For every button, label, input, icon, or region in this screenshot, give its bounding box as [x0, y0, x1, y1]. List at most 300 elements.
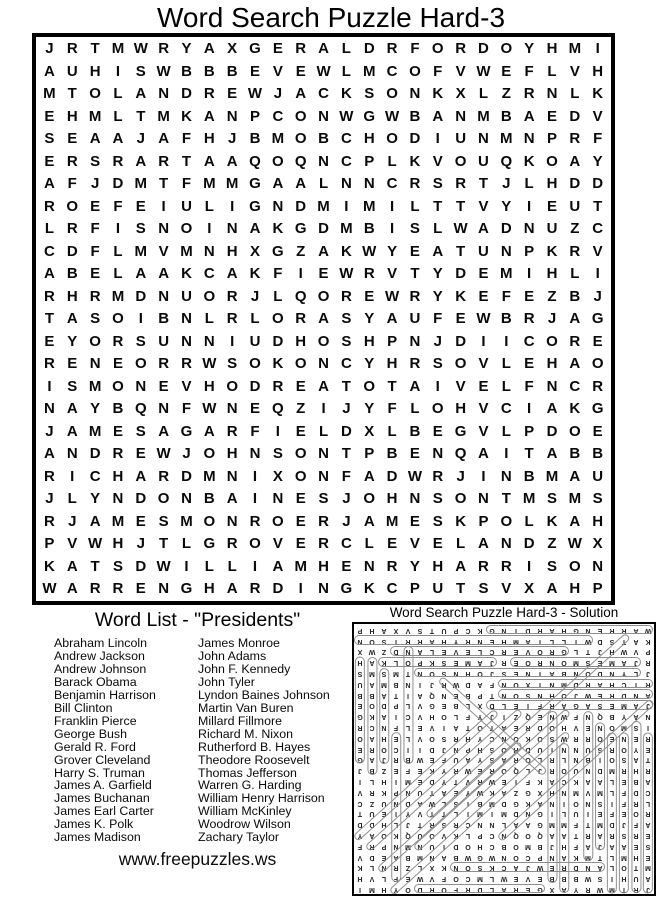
grid-letter: A [585, 778, 591, 786]
grid-letter: L [477, 648, 483, 656]
grid-letter: D [386, 467, 398, 485]
grid-letter: R [455, 40, 467, 57]
grid-letter: P [364, 152, 375, 170]
grid-letter: S [597, 799, 603, 807]
grid-letter: V [272, 535, 283, 552]
grid-letter: I [481, 332, 486, 350]
solution-grid-inner [354, 624, 654, 894]
grid-letter: G [340, 580, 353, 597]
grid-letter: A [393, 853, 399, 861]
grid-letter: R [158, 467, 170, 485]
grid-letter: A [561, 886, 567, 893]
grid-letter: Y [364, 400, 375, 417]
grid-letter: I [395, 778, 397, 786]
grid-letter: I [275, 422, 280, 440]
grid-letter: Y [387, 242, 398, 260]
grid-letter: R [386, 557, 398, 575]
grid-letter: M [477, 107, 490, 125]
grid-letter: N [381, 724, 387, 732]
grid-letter: A [89, 130, 101, 147]
grid-letter: I [527, 557, 532, 575]
grid-letter: A [44, 445, 55, 462]
grid-letter: P [477, 832, 483, 840]
word-list-item: Zachary Taylor [198, 830, 280, 845]
grid-letter: R [633, 886, 639, 893]
grid-letter: H [465, 734, 471, 742]
grid-letter: J [593, 287, 602, 305]
grid-letter: W [407, 467, 422, 485]
grid-letter: O [609, 756, 615, 764]
grid-letter: K [546, 512, 558, 530]
grid-letter: K [592, 85, 604, 102]
grid-letter: P [409, 580, 420, 597]
grid-letter: H [369, 626, 375, 634]
grid-letter: E [135, 445, 146, 462]
grid-letter: X [477, 702, 483, 710]
grid-letter: K [525, 734, 531, 742]
grid-letter: B [523, 467, 535, 485]
grid-letter: N [523, 130, 535, 147]
grid-letter: N [573, 670, 579, 678]
grid-letter: L [478, 85, 489, 102]
grid-letter: A [158, 422, 170, 440]
grid-letter: H [381, 821, 387, 829]
grid-letter: U [417, 832, 423, 840]
grid-letter: W [156, 557, 171, 575]
grid-letter: Y [364, 355, 375, 372]
grid-letter: M [111, 40, 125, 57]
grid-letter: H [363, 332, 375, 350]
grid-letter: L [501, 422, 511, 440]
grid-letter: V [453, 648, 459, 656]
grid-letter: A [549, 626, 555, 634]
grid-letter: I [539, 680, 541, 688]
word-list-item: George Bush [54, 726, 128, 741]
grid-letter: P [393, 702, 399, 710]
grid-letter: M [501, 810, 507, 818]
grid-letter: M [405, 778, 411, 786]
grid-letter: K [432, 85, 444, 102]
puzzle-grid [32, 33, 615, 605]
grid-letter: M [271, 130, 285, 147]
grid-letter: O [561, 659, 567, 667]
grid-letter: G [573, 626, 579, 634]
grid-letter: P [592, 580, 603, 597]
grid-letter: N [455, 107, 467, 125]
grid-letter: Q [134, 400, 147, 417]
grid-letter: G [525, 788, 531, 796]
grid-letter: V [369, 875, 375, 883]
grid-letter: A [318, 242, 329, 260]
grid-letter: A [478, 535, 489, 552]
grid-letter: B [203, 490, 215, 507]
grid-row [38, 83, 609, 106]
grid-letter: V [465, 778, 471, 786]
grid-letter: I [359, 886, 361, 893]
grid-letter: S [546, 557, 557, 575]
grid-letter: I [321, 400, 326, 417]
grid-letter: R [549, 648, 555, 656]
grid-letter: F [489, 680, 495, 688]
grid-letter: L [609, 864, 615, 872]
grid-letter: I [587, 810, 589, 818]
solution-word-oval [583, 711, 593, 861]
grid-letter: H [546, 175, 558, 192]
grid-letter: N [158, 85, 170, 102]
grid-letter: V [357, 853, 363, 861]
grid-letter: D [409, 130, 421, 147]
grid-letter: D [272, 580, 284, 597]
grid-letter: A [272, 557, 284, 575]
grid-letter: R [249, 512, 261, 530]
grid-letter: S [135, 62, 146, 80]
grid-letter: S [441, 670, 447, 678]
grid-letter: O [203, 512, 216, 530]
grid-letter: E [477, 767, 483, 775]
grid-letter: J [538, 767, 542, 775]
grid-letter: L [570, 265, 580, 282]
grid-letter: N [478, 130, 489, 147]
grid-letter: T [489, 724, 495, 732]
grid-letter: S [633, 724, 639, 732]
grid-letter: O [249, 355, 261, 372]
grid-row [38, 38, 609, 61]
grid-letter: W [644, 626, 652, 634]
grid-letter: A [633, 626, 639, 634]
grid-letter: E [393, 767, 399, 775]
grid-letter: E [513, 670, 519, 678]
grid-letter: X [525, 680, 531, 688]
grid-letter: J [598, 842, 602, 850]
grid-letter: S [318, 490, 329, 507]
grid-letter: O [294, 445, 307, 462]
grid-letter: Y [90, 400, 101, 417]
grid-letter: T [489, 691, 495, 699]
grid-letter: A [66, 310, 78, 327]
grid-letter: H [112, 467, 124, 485]
grid-letter: H [386, 355, 398, 372]
grid-letter: Y [90, 490, 101, 507]
grid-letter: D [597, 767, 603, 775]
grid-row [38, 578, 609, 601]
grid-letter: I [395, 713, 397, 721]
grid-letter: U [573, 767, 579, 775]
grid-letter: I [389, 220, 395, 237]
grid-letter: D [501, 799, 507, 807]
grid-letter: V [432, 152, 443, 170]
grid-letter: A [295, 175, 307, 192]
grid-letter: T [159, 175, 169, 192]
grid-letter: O [561, 691, 567, 699]
grid-letter: L [113, 265, 123, 282]
grid-letter: L [181, 535, 192, 552]
grid-letter: M [549, 821, 555, 829]
grid-letter: N [546, 85, 558, 102]
grid-letter: A [226, 152, 238, 170]
grid-letter: W [453, 220, 468, 237]
grid-letter: E [112, 422, 123, 440]
grid-letter: N [500, 535, 512, 552]
grid-letter: T [90, 557, 100, 575]
grid-letter: T [501, 490, 511, 507]
grid-letter: X [272, 467, 283, 485]
grid-letter: T [393, 691, 399, 699]
grid-letter: O [272, 310, 284, 327]
grid-letter: Y [501, 197, 512, 215]
grid-letter: X [357, 648, 363, 656]
grid-letter: V [417, 713, 423, 721]
word-list-item: James Earl Carter [54, 804, 154, 819]
grid-letter: M [561, 821, 567, 829]
grid-letter: N [181, 490, 192, 507]
grid-letter: C [489, 648, 495, 656]
grid-letter: T [593, 197, 603, 215]
grid-letter: O [525, 832, 531, 840]
grid-letter: C [203, 265, 215, 282]
grid-letter: E [387, 535, 398, 552]
grid-letter: N [226, 220, 238, 237]
grid-letter: A [226, 490, 238, 507]
grid-letter: U [432, 580, 444, 597]
grid-letter: R [585, 832, 591, 840]
grid-letter: K [546, 242, 558, 260]
grid-letter: R [340, 287, 352, 305]
grid-letter: D [478, 40, 489, 57]
grid-letter: U [537, 745, 543, 753]
grid-letter: A [633, 713, 639, 721]
grid-letter: A [523, 107, 535, 125]
grid-letter: Q [294, 287, 307, 305]
grid-letter: H [66, 287, 78, 305]
solution-word-oval [391, 646, 570, 656]
grid-letter: M [621, 724, 627, 732]
grid-letter: V [592, 242, 603, 260]
grid-letter: F [410, 40, 420, 57]
grid-letter: O [513, 691, 519, 699]
grid-letter: C [318, 85, 329, 102]
grid-letter: T [597, 853, 603, 861]
grid-letter: U [585, 745, 591, 753]
grid-letter: A [66, 422, 78, 440]
grid-letter: C [465, 626, 471, 634]
grid-letter: A [135, 85, 147, 102]
grid-letter: Y [432, 265, 443, 282]
grid-letter: E [135, 512, 146, 530]
grid-letter: H [546, 355, 558, 372]
grid-letter: A [66, 400, 78, 417]
grid-letter: D [597, 637, 603, 645]
grid-letter: L [441, 799, 447, 807]
solution-word-oval [367, 657, 377, 775]
grid-letter: H [381, 734, 387, 742]
grid-letter: M [405, 842, 411, 850]
word-list-item: Millard Fillmore [198, 713, 282, 728]
grid-letter: L [453, 810, 459, 818]
grid-letter: S [597, 702, 603, 710]
grid-letter: J [622, 821, 626, 829]
grid-letter: O [203, 445, 216, 462]
grid-letter: O [537, 734, 543, 742]
solution-word-oval [379, 668, 389, 764]
grid-letter: W [416, 875, 424, 883]
grid-letter: N [525, 810, 531, 818]
grid-letter: N [158, 287, 170, 305]
grid-letter: L [465, 702, 471, 710]
grid-letter: M [597, 821, 603, 829]
grid-letter: S [341, 332, 352, 350]
grid-letter: T [456, 580, 466, 597]
grid-letter: D [592, 175, 604, 192]
grid-letter: F [393, 724, 399, 732]
grid-letter: E [546, 197, 557, 215]
grid-letter: D [295, 197, 307, 215]
grid-letter: E [381, 810, 387, 818]
grid-letter: F [181, 175, 192, 192]
grid-letter: M [88, 377, 102, 395]
grid-letter: W [452, 680, 460, 688]
grid-letter: G [249, 40, 261, 57]
grid-letter: O [429, 832, 435, 840]
grid-letter: N [453, 670, 459, 678]
grid-letter: M [568, 490, 582, 507]
grid-letter: N [592, 557, 604, 575]
grid-letter: W [567, 535, 582, 552]
grid-letter: J [634, 659, 638, 667]
grid-letter: D [573, 680, 579, 688]
grid-letter: A [249, 220, 261, 237]
grid-letter: T [136, 107, 146, 125]
grid-letter: D [272, 332, 284, 350]
grid-letter: D [381, 702, 387, 710]
grid-letter: J [342, 490, 351, 507]
grid-letter: R [523, 310, 535, 327]
grid-letter: D [417, 886, 423, 893]
grid-letter: N [318, 152, 329, 170]
grid-letter: A [44, 265, 55, 282]
grid-letter: R [409, 287, 421, 305]
grid-letter: U [369, 810, 375, 818]
grid-row [38, 398, 609, 421]
grid-letter: E [609, 734, 615, 742]
word-list-item: John Tyler [198, 674, 255, 689]
grid-letter: L [561, 637, 567, 645]
grid-letter: B [66, 265, 78, 282]
grid-letter: E [135, 197, 146, 215]
grid-letter: O [513, 734, 519, 742]
grid-letter: O [477, 670, 483, 678]
grid-letter: H [592, 62, 604, 80]
grid-letter: L [561, 810, 567, 818]
grid-letter: Y [477, 756, 483, 764]
grid-letter: J [646, 702, 650, 710]
grid-letter: F [433, 310, 443, 327]
grid-letter: N [318, 355, 329, 372]
grid-letter: N [393, 842, 399, 850]
grid-letter: T [524, 445, 534, 462]
grid-letter: K [249, 265, 261, 282]
grid-letter: E [597, 691, 603, 699]
grid-letter: X [537, 788, 543, 796]
grid-letter: F [593, 130, 603, 147]
grid-letter: E [432, 535, 443, 552]
grid-letter: D [523, 535, 535, 552]
grid-letter: M [573, 659, 579, 667]
grid-letter: M [385, 512, 399, 530]
grid-letter: M [340, 220, 353, 237]
word-list-item: Andrew Johnson [54, 661, 147, 676]
grid-letter: N [66, 445, 78, 462]
grid-letter: G [357, 713, 363, 721]
grid-letter: N [135, 377, 147, 395]
grid-letter: T [621, 637, 627, 645]
grid-letter: F [405, 767, 411, 775]
grid-letter: K [393, 832, 399, 840]
grid-letter: M [525, 842, 531, 850]
grid-letter: E [585, 724, 591, 732]
grid-letter: I [47, 377, 52, 395]
grid-letter: E [537, 713, 543, 721]
grid-letter: Y [67, 332, 78, 350]
grid-letter: V [633, 648, 639, 656]
grid-letter: T [387, 377, 397, 395]
grid-letter: S [272, 445, 283, 462]
grid-letter: L [387, 422, 397, 440]
grid-letter: N [621, 734, 627, 742]
grid-letter: A [549, 778, 555, 786]
grid-letter: J [574, 691, 578, 699]
solution-word-oval [403, 646, 413, 764]
grid-letter: E [453, 691, 459, 699]
grid-letter: A [633, 702, 639, 710]
grid-letter: N [409, 490, 421, 507]
grid-letter: K [569, 400, 581, 417]
grid-letter: M [477, 810, 483, 818]
grid-letter: S [417, 626, 423, 634]
grid-row [38, 331, 609, 354]
grid-letter: E [513, 724, 519, 732]
grid-letter: N [249, 445, 261, 462]
grid-letter: P [44, 535, 55, 552]
grid-letter: M [477, 875, 483, 883]
grid-letter: N [89, 355, 101, 372]
grid-letter: O [157, 490, 170, 507]
grid-letter: N [318, 107, 329, 125]
grid-letter: N [405, 648, 411, 656]
grid-letter: W [133, 40, 148, 57]
grid-letter: H [561, 724, 567, 732]
grid-letter: Y [621, 670, 627, 678]
grid-letter: M [585, 853, 591, 861]
grid-letter: N [226, 512, 238, 530]
grid-letter: H [226, 242, 238, 260]
grid-letter: J [646, 670, 650, 678]
word-list-item: John Adams [198, 648, 267, 663]
grid-letter: F [573, 842, 579, 850]
grid-letter: R [501, 648, 507, 656]
grid-letter: C [645, 788, 651, 796]
grid-letter: S [645, 842, 651, 850]
grid-letter: T [90, 40, 100, 57]
grid-letter: I [599, 756, 601, 764]
grid-letter: L [369, 864, 375, 872]
grid-letter: M [621, 853, 627, 861]
grid-letter: I [504, 332, 509, 350]
grid-letter: M [381, 680, 387, 688]
grid-letter: A [501, 756, 507, 764]
grid-letter: T [621, 886, 627, 893]
grid-letter: R [525, 724, 531, 732]
grid-letter: H [89, 62, 101, 80]
